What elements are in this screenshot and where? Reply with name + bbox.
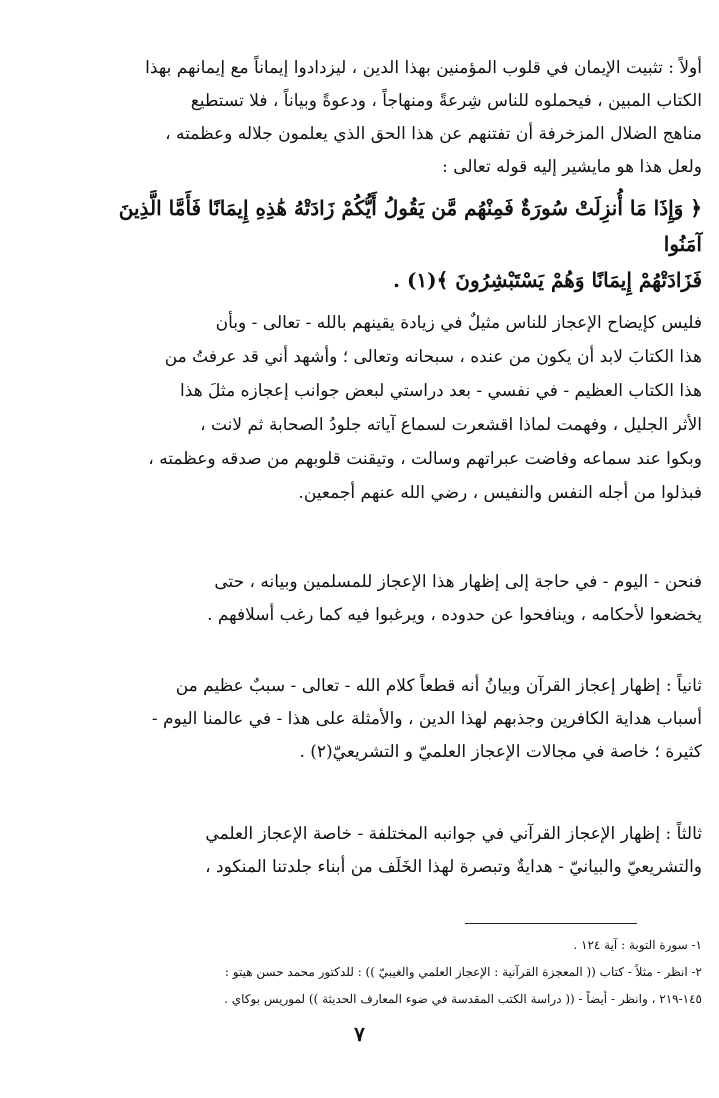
text-line: وبكوا عند سماعه وفاضت عبراتهم وسالت ، وتيقنت قلوبهم من صدقه وعظمته ، (148, 449, 702, 469)
text-line: هذا الكتاب العظيم - في نفسي - بعد دراستي لبعض جوانب إعجازه مثلَ هذا (180, 381, 702, 401)
paragraph-today (96, 566, 702, 632)
text-line: أولاً : تثبيت الإيمان في قلوب المؤمنين بهذا الدين ، ليزدادوا إيماناً مع إيمانهم بهذا (145, 58, 702, 78)
quran-verse (96, 190, 702, 298)
paragraph-second-point (96, 670, 702, 769)
text-line: فنحن - اليوم - في حاجة إلى إظهار هذا الإعجاز للمسلمين وبيانه ، حتى (214, 572, 702, 592)
text-line: والتشريعيّ والبيانيّ - هدايةٌ وتبصرة لهذا الخَلَف من أبناء جلدتنا المنكود ، (205, 857, 702, 877)
verse-line: فَزَادَتْهُمْ إِيمَانًا وَهُمْ يَسْتَبْشِرُونَ ﴾(١) . (393, 268, 702, 292)
text-line: فليس كإيضاح الإعجاز للناس مثيلٌ في زيادة يقينهم بالله - تعالى - وبأن (215, 313, 702, 333)
footnote-separator (465, 923, 637, 924)
footnote-1: ١- سورة التوبة : آية ١٢٤ . (573, 938, 702, 952)
text-line: مناهج الضلال المزخرفة أن تفتنهم عن هذا الحق الذي يعلمون جلاله وعظمته ، (165, 124, 702, 144)
footnote-2: ٢- انظر - مثلاً - كتاب (( المعجزة القرآنية : الإعجاز العلمي والغيبيّ )) : للدكتور محمد حسن هيتو : (224, 965, 702, 979)
text-line: ثالثاً : إظهار الإعجاز القرآني في جوانبه المختلفة - خاصة الإعجاز العلمي (205, 824, 702, 844)
page-number: ٧ (354, 1022, 365, 1046)
paragraph-third-point (96, 818, 702, 884)
footnotes (120, 932, 702, 1013)
text-line: الكتاب المبين ، فيحملوه للناس شِرعةً ومنهاجاً ، ودعوةً وبياناً ، فلا تستطيع (190, 91, 702, 111)
text-line: هذا الكتابَ لابد أن يكون من عنده ، سبحانه وتعالى ؛ وأشهد أني قد عرفتُ من (164, 347, 702, 367)
text-line: ثانياً : إظهار إعجاز القرآن وبيانُ أنه قطعاً كلام الله - تعالى - سببٌ عظيم من (175, 676, 702, 696)
text-line: الأثر الجليل ، وفهمت لماذا اقشعرت لسماع آياته جلودُ الصحابة ثم لانت ، (200, 415, 702, 435)
verse-line: ﴿ وَإِذَا مَا أُنزِلَتْ سُورَةٌ فَمِنْهُم مَّن يَقُولُ أَيُّكُمْ زَادَتْهُ هَٰذِهِ إِيمَانًا فَأَمَّا الَّذِينَ آمَنُوا (118, 196, 702, 256)
paragraph-explanation (96, 306, 702, 510)
text-line: فبذلوا من أجله النفس والنفيس ، رضي الله عنهم أجمعين. (298, 483, 702, 503)
text-line: أسباب هداية الكافرين وجذبهم لهذا الدين ، والأمثلة على هذا - في عالمنا اليوم - (151, 709, 702, 729)
text-line: يخضعوا لأحكامه ، وينافحوا عن حدوده ، ويرغبوا فيه كما رغب أسلافهم . (207, 605, 702, 625)
footnote-2-continued: ١٤٥-٢١٩ ، وانظر - أيضاً - (( دراسة الكتب المقدسة في ضوء المعارف الحديثة )) لموريس بوكاي . (224, 992, 702, 1006)
text-line: ولعل هذا هو مايشير إليه قوله تعالى : (442, 157, 702, 177)
paragraph-first-point (96, 52, 702, 184)
text-line: كثيرة ؛ خاصة في مجالات الإعجاز العلميّ و التشريعيّ(٢) . (299, 742, 702, 762)
